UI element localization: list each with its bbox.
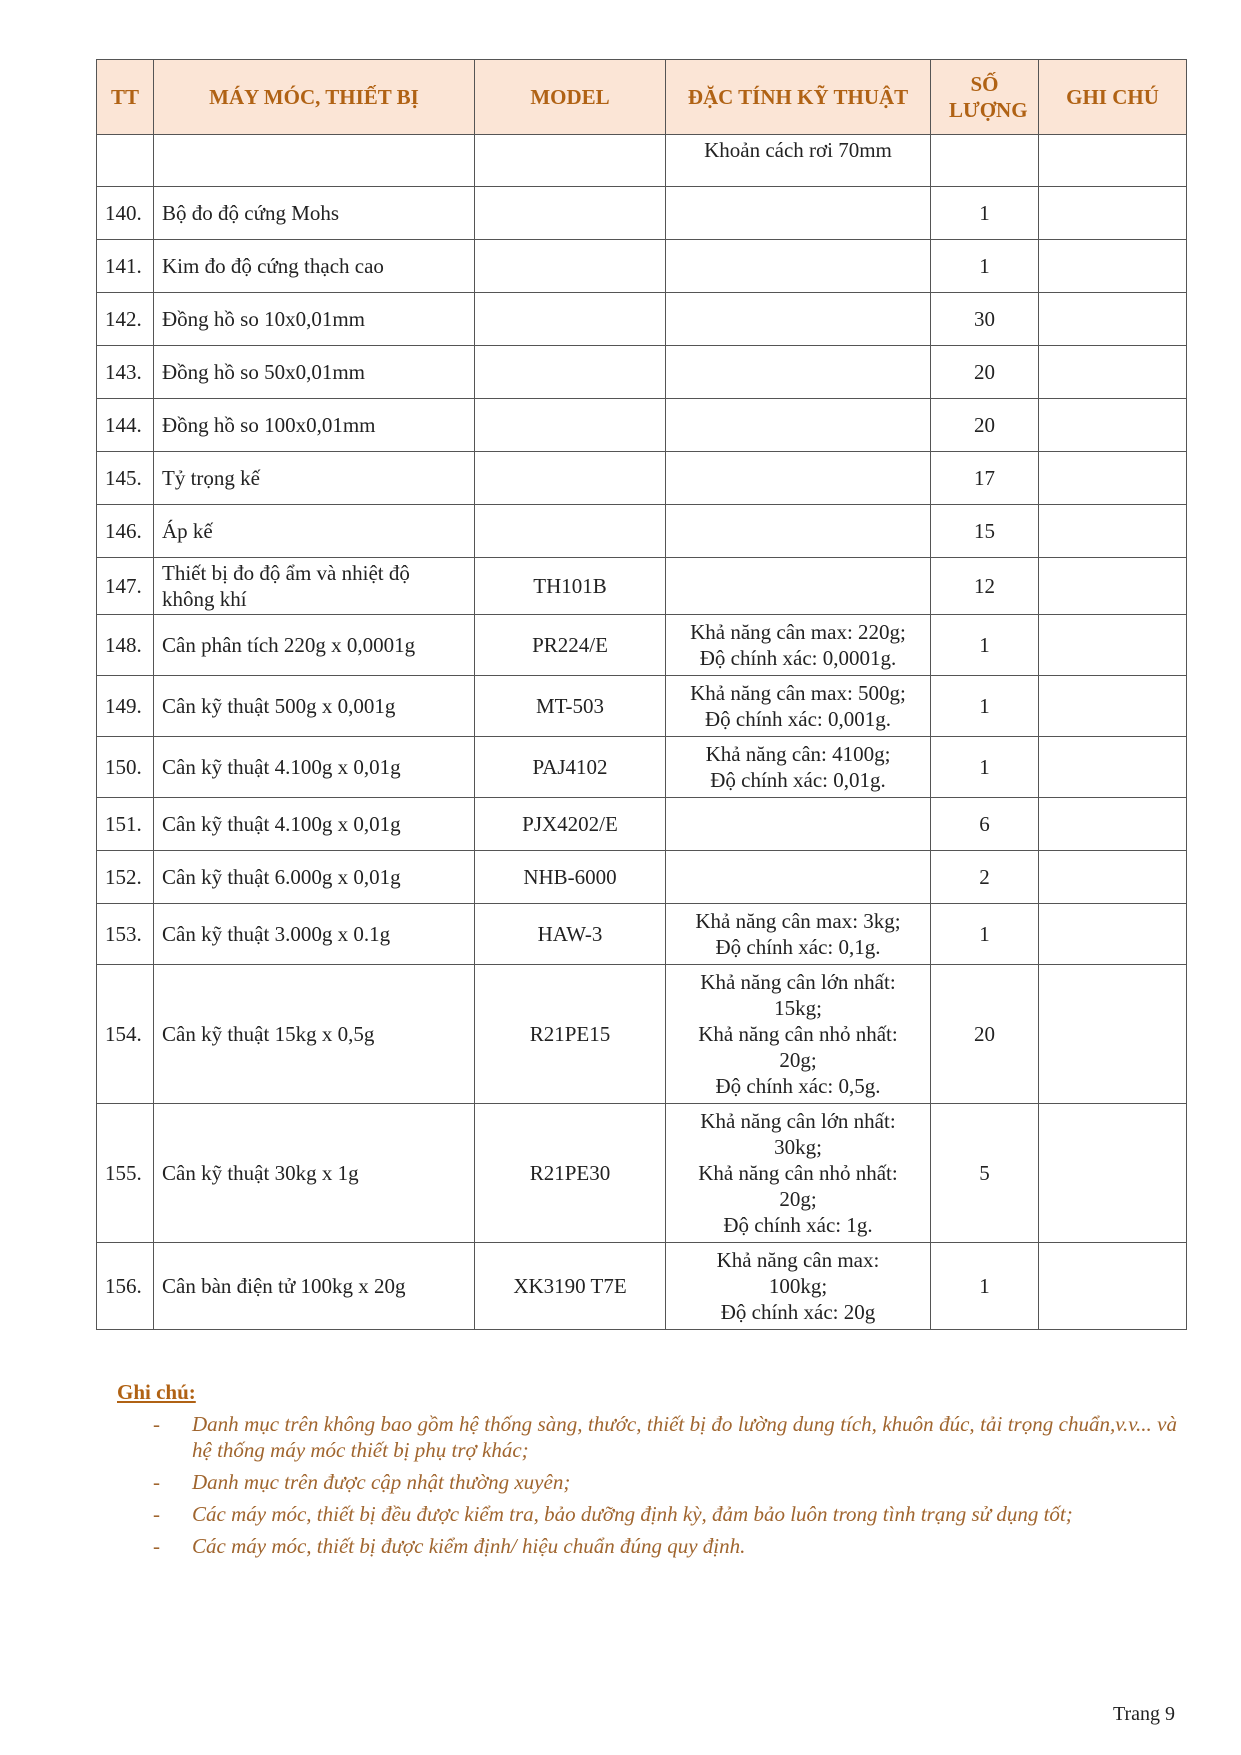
model-cell (475, 240, 666, 293)
quantity-cell: 2 (931, 851, 1039, 904)
note-cell (1039, 737, 1187, 798)
note-text: Các máy móc, thiết bị được kiểm định/ hiệu chuẩn đúng quy định. (192, 1534, 746, 1558)
table-row (97, 798, 1187, 851)
quantity-cell: 1 (931, 615, 1039, 676)
row-number: 147. (97, 558, 154, 615)
row-number: 154. (97, 965, 154, 1104)
header-quantity: SỐ LƯỢNG (931, 60, 1039, 135)
specification-cell: Khả năng cân lớn nhất: 30kg; Khả năng cân nhỏ nhất: 20g; Độ chính xác: 1g. (666, 1104, 931, 1243)
bullet-dash: - (153, 1412, 160, 1436)
row-number: 146. (97, 505, 154, 558)
row-number: 149. (97, 676, 154, 737)
row-number: 156. (97, 1243, 154, 1330)
specification-cell: Khả năng cân max: 220g; Độ chính xác: 0,0001g. (666, 615, 931, 676)
row-number: 152. (97, 851, 154, 904)
quantity-cell: 30 (931, 293, 1039, 346)
specification-cell (666, 346, 931, 399)
equipment-name: Cân kỹ thuật 3.000g x 0.1g (154, 904, 475, 965)
note-cell (1039, 851, 1187, 904)
quantity-cell: 17 (931, 452, 1039, 505)
equipment-name: Cân kỹ thuật 500g x 0,001g (154, 676, 475, 737)
row-number: 155. (97, 1104, 154, 1243)
specification-cell (666, 399, 931, 452)
note-cell (1039, 676, 1187, 737)
note-item (117, 1533, 1177, 1559)
specification-cell: Khả năng cân lớn nhất: 15kg; Khả năng cân nhỏ nhất: 20g; Độ chính xác: 0,5g. (666, 965, 931, 1104)
quantity-cell: 1 (931, 187, 1039, 240)
row-number: 142. (97, 293, 154, 346)
row-number (97, 135, 154, 187)
table-row (97, 187, 1187, 240)
notes-title: Ghi chú: (117, 1380, 196, 1404)
equipment-name: Áp kế (154, 505, 475, 558)
model-cell: MT-503 (475, 676, 666, 737)
table-row (97, 676, 1187, 737)
header-note: GHI CHÚ (1039, 60, 1187, 135)
model-cell (475, 187, 666, 240)
note-cell (1039, 135, 1187, 187)
note-cell (1039, 798, 1187, 851)
specification-cell (666, 851, 931, 904)
row-number: 153. (97, 904, 154, 965)
table-row (97, 240, 1187, 293)
quantity-cell: 12 (931, 558, 1039, 615)
quantity-cell: 1 (931, 240, 1039, 293)
note-cell (1039, 240, 1187, 293)
table-row (97, 399, 1187, 452)
quantity-cell: 1 (931, 676, 1039, 737)
notes-section (117, 1380, 1177, 1565)
equipment-name: Cân kỹ thuật 15kg x 0,5g (154, 965, 475, 1104)
model-cell (475, 505, 666, 558)
specification-cell (666, 187, 931, 240)
equipment-name: Cân kỹ thuật 6.000g x 0,01g (154, 851, 475, 904)
note-cell (1039, 399, 1187, 452)
specification-cell (666, 505, 931, 558)
model-cell: XK3190 T7E (475, 1243, 666, 1330)
bullet-dash: - (153, 1502, 160, 1526)
row-number: 143. (97, 346, 154, 399)
model-cell (475, 293, 666, 346)
equipment-name: Đồng hồ so 50x0,01mm (154, 346, 475, 399)
model-cell: PJX4202/E (475, 798, 666, 851)
specification-cell (666, 240, 931, 293)
row-number: 151. (97, 798, 154, 851)
specification-cell: Khoản cách rơi 70mm (666, 135, 931, 187)
model-cell (475, 452, 666, 505)
bullet-dash: - (153, 1534, 160, 1558)
row-number: 145. (97, 452, 154, 505)
table-row (97, 346, 1187, 399)
note-text: Danh mục trên được cập nhật thường xuyên; (192, 1470, 571, 1494)
quantity-cell: 6 (931, 798, 1039, 851)
equipment-name: Cân phân tích 220g x 0,0001g (154, 615, 475, 676)
note-cell (1039, 615, 1187, 676)
specification-cell: Khả năng cân max: 3kg; Độ chính xác: 0,1g. (666, 904, 931, 965)
equipment-name: Đồng hồ so 100x0,01mm (154, 399, 475, 452)
quantity-cell: 1 (931, 904, 1039, 965)
model-cell: R21PE15 (475, 965, 666, 1104)
table-row (97, 293, 1187, 346)
specification-cell (666, 452, 931, 505)
quantity-cell: 20 (931, 399, 1039, 452)
note-cell (1039, 346, 1187, 399)
note-cell (1039, 293, 1187, 346)
quantity-cell: 20 (931, 346, 1039, 399)
quantity-cell (931, 135, 1039, 187)
model-cell: PAJ4102 (475, 737, 666, 798)
note-cell (1039, 904, 1187, 965)
quantity-cell: 15 (931, 505, 1039, 558)
header-model: MODEL (475, 60, 666, 135)
row-number: 148. (97, 615, 154, 676)
row-number: 150. (97, 737, 154, 798)
table-row (97, 452, 1187, 505)
table-row (97, 851, 1187, 904)
quantity-cell: 1 (931, 737, 1039, 798)
header-specification: ĐẶC TÍNH KỸ THUẬT (666, 60, 931, 135)
note-item (117, 1411, 1177, 1463)
table-row (97, 1243, 1187, 1330)
specification-cell (666, 798, 931, 851)
table-row (97, 965, 1187, 1104)
table-row (97, 505, 1187, 558)
model-cell: PR224/E (475, 615, 666, 676)
table-row (97, 737, 1187, 798)
equipment-name: Đồng hồ so 10x0,01mm (154, 293, 475, 346)
model-cell: R21PE30 (475, 1104, 666, 1243)
table-row (97, 135, 1187, 187)
note-cell (1039, 505, 1187, 558)
note-item (117, 1501, 1177, 1527)
specification-cell: Khả năng cân max: 100kg; Độ chính xác: 20g (666, 1243, 931, 1330)
model-cell (475, 135, 666, 187)
note-text: Các máy móc, thiết bị đều được kiểm tra, bảo dưỡng định kỳ, đảm bảo luôn trong tình trạng sử dụng tốt; (192, 1502, 1073, 1526)
model-cell: HAW-3 (475, 904, 666, 965)
note-cell (1039, 452, 1187, 505)
header-tt: TT (97, 60, 154, 135)
bullet-dash: - (153, 1470, 160, 1494)
equipment-table (96, 59, 1187, 1330)
row-number: 140. (97, 187, 154, 240)
specification-cell: Khả năng cân max: 500g; Độ chính xác: 0,001g. (666, 676, 931, 737)
equipment-name (154, 135, 475, 187)
note-cell (1039, 1104, 1187, 1243)
row-number: 144. (97, 399, 154, 452)
model-cell: TH101B (475, 558, 666, 615)
notes-list (117, 1411, 1177, 1559)
quantity-cell: 5 (931, 1104, 1039, 1243)
table-header-row (97, 60, 1187, 135)
note-text: Danh mục trên không bao gồm hệ thống sàng, thước, thiết bị đo lường dung tích, khuôn đúc, tải trọng chuẩn,v.v... và hệ thống máy móc thiết bị phụ trợ khác; (192, 1412, 1177, 1462)
equipment-name: Bộ đo độ cứng Mohs (154, 187, 475, 240)
page-number: Trang 9 (1112, 1703, 1175, 1725)
specification-cell: Khả năng cân: 4100g; Độ chính xác: 0,01g. (666, 737, 931, 798)
specification-cell (666, 558, 931, 615)
table-row (97, 558, 1187, 615)
quantity-cell: 20 (931, 965, 1039, 1104)
equipment-name: Cân bàn điện tử 100kg x 20g (154, 1243, 475, 1330)
equipment-name: Tỷ trọng kế (154, 452, 475, 505)
equipment-name: Kim đo độ cứng thạch cao (154, 240, 475, 293)
equipment-name: Cân kỹ thuật 30kg x 1g (154, 1104, 475, 1243)
note-item (117, 1469, 1177, 1495)
table-row (97, 1104, 1187, 1243)
equipment-name: Cân kỹ thuật 4.100g x 0,01g (154, 798, 475, 851)
header-equipment: MÁY MÓC, THIẾT BỊ (154, 60, 475, 135)
specification-cell (666, 293, 931, 346)
table-row (97, 615, 1187, 676)
equipment-name: Cân kỹ thuật 4.100g x 0,01g (154, 737, 475, 798)
model-cell: NHB-6000 (475, 851, 666, 904)
note-cell (1039, 558, 1187, 615)
equipment-name: Thiết bị đo độ ẩm và nhiệt độ không khí (154, 558, 475, 615)
model-cell (475, 399, 666, 452)
quantity-cell: 1 (931, 1243, 1039, 1330)
note-cell (1039, 965, 1187, 1104)
note-cell (1039, 187, 1187, 240)
table-row (97, 904, 1187, 965)
model-cell (475, 346, 666, 399)
note-cell (1039, 1243, 1187, 1330)
row-number: 141. (97, 240, 154, 293)
